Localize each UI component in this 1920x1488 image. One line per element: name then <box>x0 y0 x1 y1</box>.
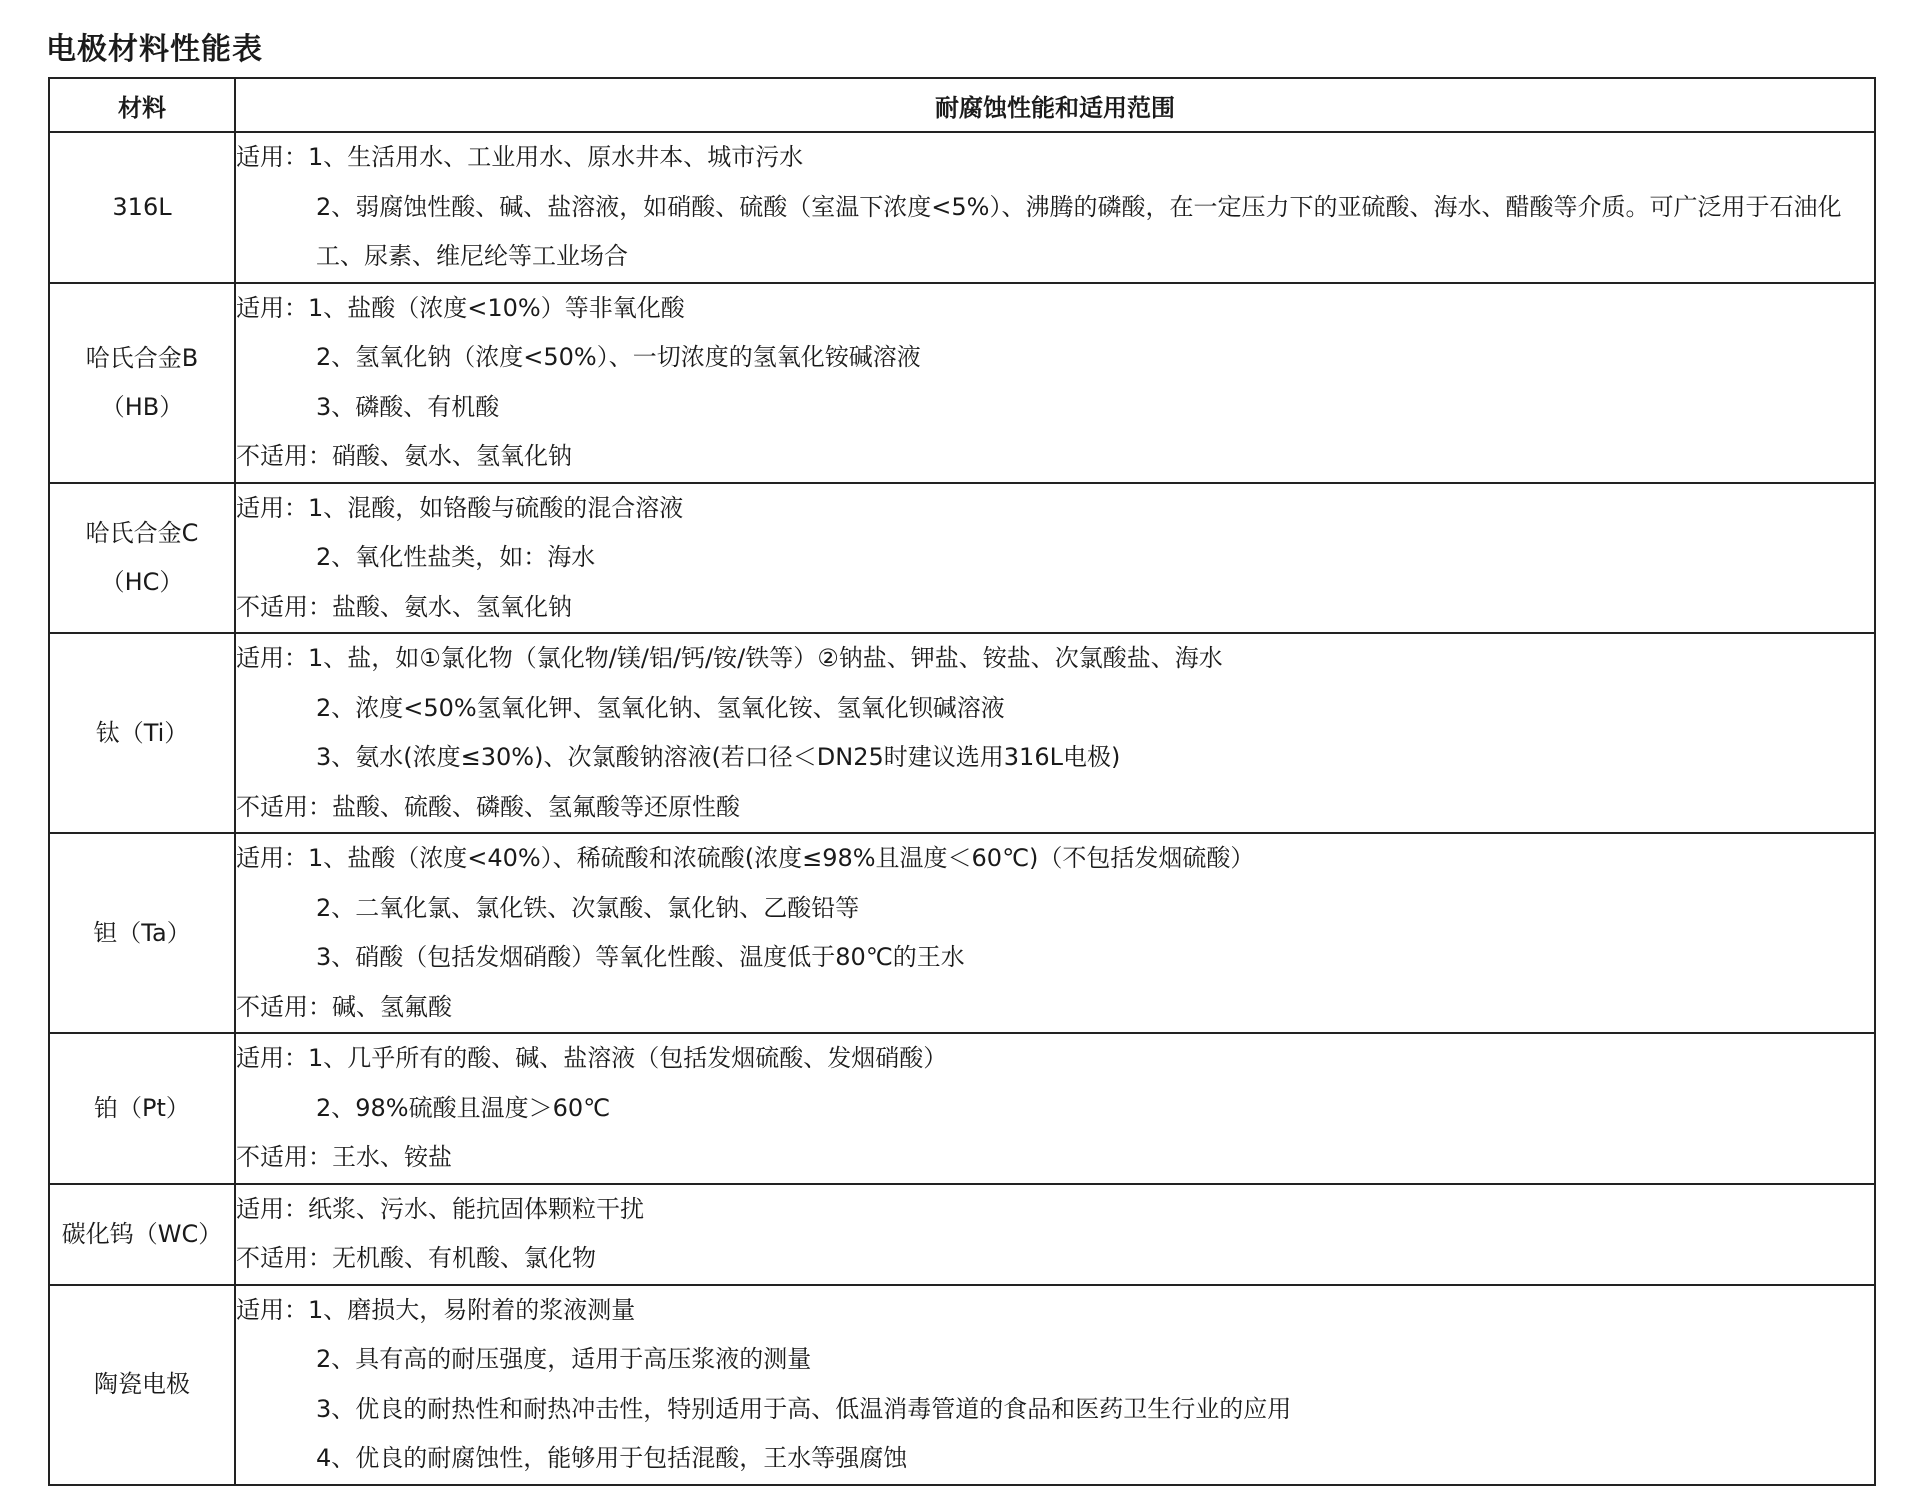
material-cell <box>49 283 235 483</box>
material-cell <box>49 633 235 833</box>
performance-line: 2、二氧化氯、氯化铁、次氯酸、氯化钠、乙酸铅等 <box>316 893 860 922</box>
table-row <box>49 833 1875 1033</box>
table-row <box>49 1033 1875 1184</box>
material-name: 铂（Pt） <box>94 1093 190 1122</box>
material-name: （HB） <box>100 392 184 421</box>
material-cell <box>49 1184 235 1285</box>
table-row <box>49 283 1875 483</box>
performance-line: 适用：1、盐酸（浓度<10%）等非氧化酸 <box>236 293 685 322</box>
performance-line: 3、硝酸（包括发烟硝酸）等氧化性酸、温度低于80℃的王水 <box>316 943 965 971</box>
table-row <box>49 1285 1875 1485</box>
performance-cell <box>235 833 1875 1033</box>
performance-line: 适用：1、混酸，如铬酸与硫酸的混合溶液 <box>236 493 684 522</box>
material-name: 碳化钨（WC） <box>61 1219 223 1248</box>
performance-cell <box>235 483 1875 634</box>
performance-line: 不适用：碱、氢氟酸 <box>236 992 452 1021</box>
table-row <box>49 633 1875 833</box>
performance-cell <box>235 1184 1875 1285</box>
performance-line: 不适用：盐酸、硫酸、磷酸、氢氟酸等还原性酸 <box>236 792 740 821</box>
performance-line: 适用：纸浆、污水、能抗固体颗粒干扰 <box>236 1194 644 1223</box>
performance-cell <box>235 1285 1875 1485</box>
material-name: 陶瓷电极 <box>94 1370 190 1398</box>
performance-line: 适用：1、磨损大，易附着的浆液测量 <box>236 1295 636 1324</box>
material-name: 钛（Ti） <box>95 718 189 747</box>
performance-line: 4、优良的耐腐蚀性，能够用于包括混酸，王水等强腐蚀 <box>316 1444 908 1472</box>
performance-line: 2、98%硫酸且温度＞60℃ <box>316 1093 611 1122</box>
performance-line: 适用：1、生活用水、工业用水、原水井本、城市污水 <box>236 143 804 171</box>
material-name: （HC） <box>100 567 184 596</box>
performance-line: 不适用：无机酸、有机酸、氯化物 <box>236 1244 596 1272</box>
material-name: 哈氏合金C <box>85 518 199 547</box>
material-cell <box>49 132 235 283</box>
table-body <box>49 132 1875 1485</box>
material-name: 哈氏合金B <box>85 343 199 372</box>
table-row <box>49 132 1875 283</box>
table-row <box>49 1184 1875 1285</box>
performance-line: 3、优良的耐热性和耐热冲击性，特别适用于高、低温消毒管道的食品和医药卫生行业的应用 <box>316 1394 1292 1423</box>
performance-line: 2、弱腐蚀性酸、碱、盐溶液，如硝酸、硫酸（室温下浓度<5%）、沸腾的磷酸，在一定压力下的亚硫酸、海水、醋酸等介质。可广泛用于石油化工、尿素、维尼纶等工业场合 <box>316 192 1842 270</box>
performance-line: 2、具有高的耐压强度，适用于高压浆液的测量 <box>316 1345 812 1373</box>
electrode-material-table <box>48 77 1876 1486</box>
performance-line: 适用：1、盐，如①氯化物（氯化物/镁/铝/钙/铵/铁等）②钠盐、钾盐、铵盐、次氯酸盐、海水 <box>236 644 1223 672</box>
header-material: 材料 <box>49 78 235 132</box>
performance-line: 2、浓度<50%氢氧化钾、氢氧化钠、氢氧化铵、氢氧化钡碱溶液 <box>316 693 1005 722</box>
performance-line: 适用：1、盐酸（浓度<40%）、稀硫酸和浓硫酸(浓度≤98%且温度＜60℃)（不包括发烟硫酸） <box>236 844 1255 872</box>
performance-line: 2、氢氧化钠（浓度<50%）、一切浓度的氢氧化铵碱溶液 <box>316 343 921 371</box>
performance-line: 3、氨水(浓度≤30%)、次氯酸钠溶液(若口径＜DN25时建议选用316L电极) <box>316 743 1121 771</box>
material-cell <box>49 1285 235 1485</box>
material-cell <box>49 483 235 634</box>
material-cell <box>49 1033 235 1184</box>
performance-cell <box>235 132 1875 283</box>
performance-line: 2、氧化性盐类，如：海水 <box>316 543 596 571</box>
performance-cell <box>235 1033 1875 1184</box>
performance-line: 3、磷酸、有机酸 <box>316 392 500 421</box>
performance-line: 不适用：盐酸、氨水、氢氧化钠 <box>236 592 572 621</box>
performance-cell <box>235 283 1875 483</box>
material-cell <box>49 833 235 1033</box>
performance-cell <box>235 633 1875 833</box>
header-performance: 耐腐蚀性能和适用范围 <box>235 78 1875 132</box>
material-name: 316L <box>112 192 172 221</box>
performance-line: 适用：1、几乎所有的酸、碱、盐溶液（包括发烟硫酸、发烟硝酸） <box>236 1044 948 1072</box>
table-header-row <box>49 78 1875 132</box>
performance-line: 不适用：王水、铵盐 <box>236 1143 452 1171</box>
material-name: 钽（Ta） <box>93 918 191 947</box>
document-title: 电极材料性能表 <box>46 32 263 67</box>
table-row <box>49 483 1875 634</box>
performance-line: 不适用：硝酸、氨水、氢氧化钠 <box>236 442 572 470</box>
